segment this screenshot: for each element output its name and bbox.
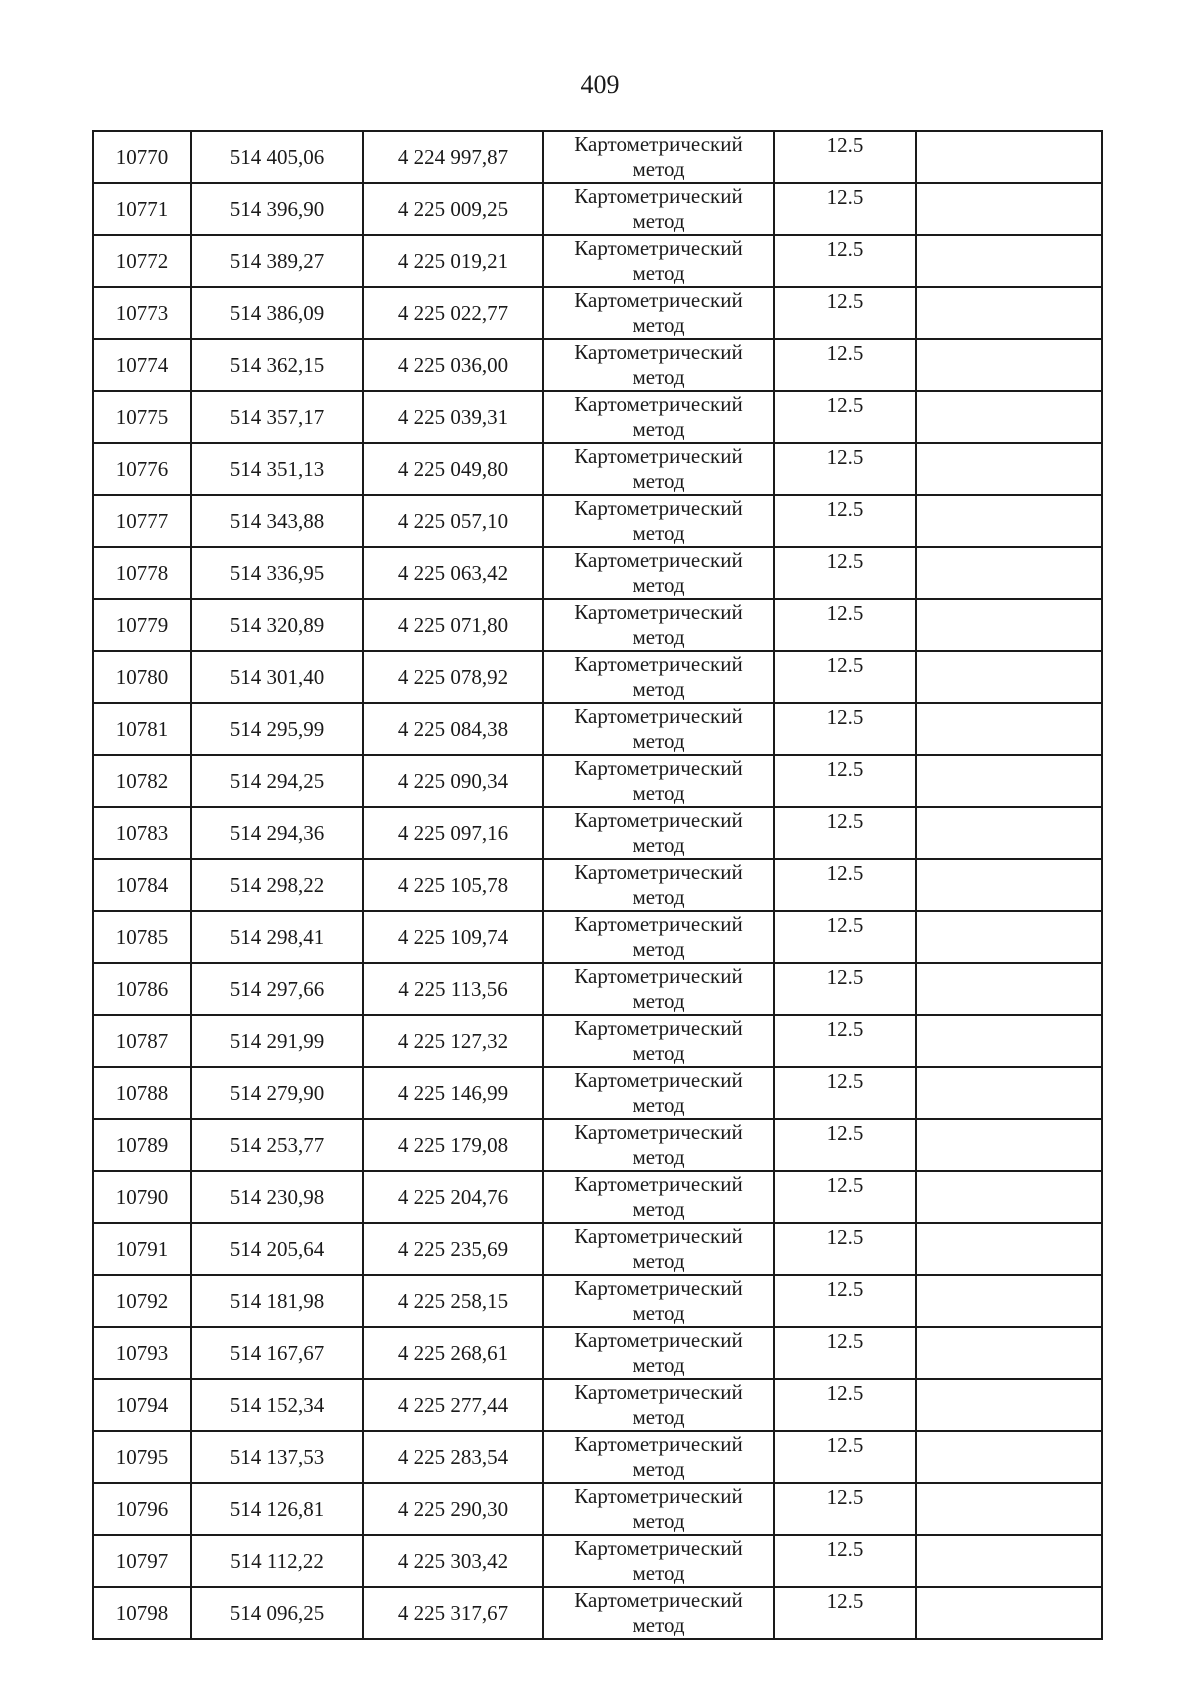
- point-number-cell: 10777: [93, 495, 191, 547]
- x-coordinate-cell: 514 253,77: [191, 1119, 363, 1171]
- method-line-1: Картометрический: [574, 1172, 743, 1196]
- accuracy-cell: 12.5: [774, 703, 916, 755]
- point-number-cell: 10793: [93, 1327, 191, 1379]
- x-coordinate-cell: 514 137,53: [191, 1431, 363, 1483]
- method-line-1: Картометрический: [574, 912, 743, 936]
- method-line-1: Картометрический: [574, 1224, 743, 1248]
- point-number-cell: 10771: [93, 183, 191, 235]
- method-cell: [543, 755, 774, 807]
- note-cell: [916, 1379, 1102, 1431]
- note-cell: [916, 287, 1102, 339]
- table-row: [93, 755, 1102, 807]
- x-coordinate-cell: 514 096,25: [191, 1587, 363, 1639]
- method-cell: [543, 495, 774, 547]
- table-row: [93, 1431, 1102, 1483]
- method-cell: [543, 1171, 774, 1223]
- point-number-cell: 10783: [93, 807, 191, 859]
- accuracy-cell: 12.5: [774, 547, 916, 599]
- method-line-2: метод: [632, 1197, 685, 1221]
- point-number-cell: 10776: [93, 443, 191, 495]
- method-cell: [543, 131, 774, 183]
- point-number-cell: 10796: [93, 1483, 191, 1535]
- note-cell: [916, 547, 1102, 599]
- point-number-cell: 10780: [93, 651, 191, 703]
- accuracy-cell: 12.5: [774, 1535, 916, 1587]
- method-cell: [543, 1119, 774, 1171]
- y-coordinate-cell: 4 225 009,25: [363, 183, 543, 235]
- accuracy-cell: 12.5: [774, 911, 916, 963]
- point-number-cell: 10774: [93, 339, 191, 391]
- accuracy-cell: 12.5: [774, 1483, 916, 1535]
- method-cell: [543, 1483, 774, 1535]
- method-line-1: Картометрический: [574, 1432, 743, 1456]
- accuracy-cell: 12.5: [774, 1119, 916, 1171]
- accuracy-cell: 12.5: [774, 1171, 916, 1223]
- y-coordinate-cell: 4 225 022,77: [363, 287, 543, 339]
- x-coordinate-cell: 514 205,64: [191, 1223, 363, 1275]
- point-number-cell: 10781: [93, 703, 191, 755]
- method-line-1: Картометрический: [574, 288, 743, 312]
- method-cell: [543, 859, 774, 911]
- x-coordinate-cell: 514 181,98: [191, 1275, 363, 1327]
- method-line-2: метод: [632, 313, 685, 337]
- point-number-cell: 10773: [93, 287, 191, 339]
- table-row: [93, 1119, 1102, 1171]
- method-line-1: Картометрический: [574, 1380, 743, 1404]
- y-coordinate-cell: 4 225 290,30: [363, 1483, 543, 1535]
- table-row: [93, 807, 1102, 859]
- method-line-2: метод: [632, 1457, 685, 1481]
- method-cell: [543, 1431, 774, 1483]
- method-cell: [543, 1015, 774, 1067]
- x-coordinate-cell: 514 291,99: [191, 1015, 363, 1067]
- x-coordinate-cell: 514 230,98: [191, 1171, 363, 1223]
- y-coordinate-cell: 4 225 303,42: [363, 1535, 543, 1587]
- y-coordinate-cell: 4 225 063,42: [363, 547, 543, 599]
- point-number-cell: 10779: [93, 599, 191, 651]
- accuracy-cell: 12.5: [774, 131, 916, 183]
- accuracy-cell: 12.5: [774, 235, 916, 287]
- table-row: [93, 911, 1102, 963]
- table-row: [93, 287, 1102, 339]
- method-line-2: метод: [632, 573, 685, 597]
- method-cell: [543, 651, 774, 703]
- method-line-1: Картометрический: [574, 1588, 743, 1612]
- accuracy-cell: 12.5: [774, 1587, 916, 1639]
- point-number-cell: 10778: [93, 547, 191, 599]
- note-cell: [916, 755, 1102, 807]
- note-cell: [916, 963, 1102, 1015]
- y-coordinate-cell: 4 225 113,56: [363, 963, 543, 1015]
- y-coordinate-cell: 4 225 204,76: [363, 1171, 543, 1223]
- method-line-2: метод: [632, 989, 685, 1013]
- x-coordinate-cell: 514 279,90: [191, 1067, 363, 1119]
- method-line-2: метод: [632, 885, 685, 909]
- accuracy-cell: 12.5: [774, 443, 916, 495]
- table-row: [93, 1327, 1102, 1379]
- accuracy-cell: 12.5: [774, 339, 916, 391]
- table-row: [93, 1171, 1102, 1223]
- table-row: [93, 131, 1102, 183]
- x-coordinate-cell: 514 351,13: [191, 443, 363, 495]
- x-coordinate-cell: 514 386,09: [191, 287, 363, 339]
- y-coordinate-cell: 4 225 036,00: [363, 339, 543, 391]
- method-cell: [543, 1379, 774, 1431]
- accuracy-cell: 12.5: [774, 1015, 916, 1067]
- note-cell: [916, 235, 1102, 287]
- x-coordinate-cell: 514 362,15: [191, 339, 363, 391]
- method-line-2: метод: [632, 209, 685, 233]
- x-coordinate-cell: 514 294,36: [191, 807, 363, 859]
- coordinates-table-body: [93, 131, 1102, 1639]
- point-number-cell: 10798: [93, 1587, 191, 1639]
- point-number-cell: 10787: [93, 1015, 191, 1067]
- note-cell: [916, 1535, 1102, 1587]
- method-cell: [543, 703, 774, 755]
- note-cell: [916, 1015, 1102, 1067]
- x-coordinate-cell: 514 294,25: [191, 755, 363, 807]
- method-line-2: метод: [632, 1405, 685, 1429]
- method-line-2: метод: [632, 1249, 685, 1273]
- y-coordinate-cell: 4 225 105,78: [363, 859, 543, 911]
- x-coordinate-cell: 514 336,95: [191, 547, 363, 599]
- method-line-1: Картометрический: [574, 652, 743, 676]
- y-coordinate-cell: 4 225 258,15: [363, 1275, 543, 1327]
- point-number-cell: 10792: [93, 1275, 191, 1327]
- page-number: 409: [580, 70, 620, 99]
- method-line-1: Картометрический: [574, 1120, 743, 1144]
- method-cell: [543, 963, 774, 1015]
- method-line-1: Картометрический: [574, 1016, 743, 1040]
- note-cell: [916, 1431, 1102, 1483]
- note-cell: [916, 1587, 1102, 1639]
- method-cell: [543, 443, 774, 495]
- accuracy-cell: 12.5: [774, 963, 916, 1015]
- method-line-2: метод: [632, 1301, 685, 1325]
- method-line-2: метод: [632, 1093, 685, 1117]
- x-coordinate-cell: 514 405,06: [191, 131, 363, 183]
- accuracy-cell: 12.5: [774, 807, 916, 859]
- y-coordinate-cell: 4 225 039,31: [363, 391, 543, 443]
- method-line-1: Картометрический: [574, 860, 743, 884]
- y-coordinate-cell: 4 225 109,74: [363, 911, 543, 963]
- note-cell: [916, 339, 1102, 391]
- y-coordinate-cell: 4 225 084,38: [363, 703, 543, 755]
- table-row: [93, 599, 1102, 651]
- method-line-1: Картометрический: [574, 1068, 743, 1092]
- table-row: [93, 183, 1102, 235]
- method-line-2: метод: [632, 1613, 685, 1637]
- method-cell: [543, 911, 774, 963]
- table-row: [93, 443, 1102, 495]
- method-line-2: метод: [632, 1509, 685, 1533]
- x-coordinate-cell: 514 167,67: [191, 1327, 363, 1379]
- note-cell: [916, 1171, 1102, 1223]
- point-number-cell: 10772: [93, 235, 191, 287]
- note-cell: [916, 1067, 1102, 1119]
- method-line-1: Картометрический: [574, 704, 743, 728]
- note-cell: [916, 911, 1102, 963]
- method-line-1: Картометрический: [574, 340, 743, 364]
- method-line-2: метод: [632, 157, 685, 181]
- point-number-cell: 10788: [93, 1067, 191, 1119]
- y-coordinate-cell: 4 225 268,61: [363, 1327, 543, 1379]
- x-coordinate-cell: 514 396,90: [191, 183, 363, 235]
- note-cell: [916, 703, 1102, 755]
- y-coordinate-cell: 4 225 097,16: [363, 807, 543, 859]
- point-number-cell: 10775: [93, 391, 191, 443]
- y-coordinate-cell: 4 225 146,99: [363, 1067, 543, 1119]
- method-cell: [543, 1535, 774, 1587]
- method-cell: [543, 1587, 774, 1639]
- table-row: [93, 1015, 1102, 1067]
- table-row: [93, 703, 1102, 755]
- method-line-2: метод: [632, 1353, 685, 1377]
- method-line-2: метод: [632, 677, 685, 701]
- x-coordinate-cell: 514 343,88: [191, 495, 363, 547]
- table-row: [93, 391, 1102, 443]
- method-line-1: Картометрический: [574, 1484, 743, 1508]
- x-coordinate-cell: 514 357,17: [191, 391, 363, 443]
- x-coordinate-cell: 514 389,27: [191, 235, 363, 287]
- note-cell: [916, 443, 1102, 495]
- method-line-1: Картометрический: [574, 184, 743, 208]
- method-line-1: Картометрический: [574, 1536, 743, 1560]
- table-row: [93, 235, 1102, 287]
- method-line-2: метод: [632, 521, 685, 545]
- accuracy-cell: 12.5: [774, 1431, 916, 1483]
- method-line-1: Картометрический: [574, 600, 743, 624]
- y-coordinate-cell: 4 225 090,34: [363, 755, 543, 807]
- point-number-cell: 10791: [93, 1223, 191, 1275]
- method-line-1: Картометрический: [574, 236, 743, 260]
- table-row: [93, 963, 1102, 1015]
- y-coordinate-cell: 4 225 071,80: [363, 599, 543, 651]
- table-row: [93, 495, 1102, 547]
- table-row: [93, 1483, 1102, 1535]
- accuracy-cell: 12.5: [774, 495, 916, 547]
- y-coordinate-cell: 4 225 019,21: [363, 235, 543, 287]
- y-coordinate-cell: 4 225 078,92: [363, 651, 543, 703]
- table-row: [93, 339, 1102, 391]
- note-cell: [916, 495, 1102, 547]
- method-line-2: метод: [632, 469, 685, 493]
- method-cell: [543, 391, 774, 443]
- note-cell: [916, 1275, 1102, 1327]
- accuracy-cell: 12.5: [774, 1223, 916, 1275]
- method-line-1: Картометрический: [574, 444, 743, 468]
- note-cell: [916, 1327, 1102, 1379]
- point-number-cell: 10770: [93, 131, 191, 183]
- table-row: [93, 547, 1102, 599]
- point-number-cell: 10789: [93, 1119, 191, 1171]
- accuracy-cell: 12.5: [774, 1275, 916, 1327]
- x-coordinate-cell: 514 301,40: [191, 651, 363, 703]
- coordinates-table: [92, 130, 1103, 1640]
- table-row: [93, 1379, 1102, 1431]
- x-coordinate-cell: 514 126,81: [191, 1483, 363, 1535]
- method-line-2: метод: [632, 261, 685, 285]
- method-line-2: метод: [632, 1041, 685, 1065]
- x-coordinate-cell: 514 298,22: [191, 859, 363, 911]
- x-coordinate-cell: 514 298,41: [191, 911, 363, 963]
- method-cell: [543, 1275, 774, 1327]
- accuracy-cell: 12.5: [774, 1067, 916, 1119]
- method-line-1: Картометрический: [574, 1328, 743, 1352]
- note-cell: [916, 1483, 1102, 1535]
- point-number-cell: 10794: [93, 1379, 191, 1431]
- method-line-1: Картометрический: [574, 964, 743, 988]
- method-line-1: Картометрический: [574, 392, 743, 416]
- accuracy-cell: 12.5: [774, 183, 916, 235]
- accuracy-cell: 12.5: [774, 1379, 916, 1431]
- accuracy-cell: 12.5: [774, 287, 916, 339]
- y-coordinate-cell: 4 225 317,67: [363, 1587, 543, 1639]
- method-cell: [543, 339, 774, 391]
- method-cell: [543, 1327, 774, 1379]
- point-number-cell: 10797: [93, 1535, 191, 1587]
- note-cell: [916, 131, 1102, 183]
- method-cell: [543, 183, 774, 235]
- table-row: [93, 859, 1102, 911]
- method-line-2: метод: [632, 833, 685, 857]
- accuracy-cell: 12.5: [774, 755, 916, 807]
- y-coordinate-cell: 4 225 235,69: [363, 1223, 543, 1275]
- method-line-2: метод: [632, 1145, 685, 1169]
- method-cell: [543, 599, 774, 651]
- table-row: [93, 1587, 1102, 1639]
- method-line-1: Картометрический: [574, 808, 743, 832]
- point-number-cell: 10795: [93, 1431, 191, 1483]
- point-number-cell: 10790: [93, 1171, 191, 1223]
- note-cell: [916, 183, 1102, 235]
- x-coordinate-cell: 514 297,66: [191, 963, 363, 1015]
- note-cell: [916, 651, 1102, 703]
- accuracy-cell: 12.5: [774, 391, 916, 443]
- note-cell: [916, 807, 1102, 859]
- method-line-2: метод: [632, 365, 685, 389]
- x-coordinate-cell: 514 320,89: [191, 599, 363, 651]
- method-line-2: метод: [632, 937, 685, 961]
- point-number-cell: 10782: [93, 755, 191, 807]
- point-number-cell: 10785: [93, 911, 191, 963]
- method-cell: [543, 1067, 774, 1119]
- point-number-cell: 10786: [93, 963, 191, 1015]
- method-line-1: Картометрический: [574, 756, 743, 780]
- y-coordinate-cell: 4 225 127,32: [363, 1015, 543, 1067]
- method-line-2: метод: [632, 417, 685, 441]
- y-coordinate-cell: 4 225 283,54: [363, 1431, 543, 1483]
- method-cell: [543, 1223, 774, 1275]
- y-coordinate-cell: 4 225 057,10: [363, 495, 543, 547]
- accuracy-cell: 12.5: [774, 651, 916, 703]
- note-cell: [916, 859, 1102, 911]
- note-cell: [916, 1119, 1102, 1171]
- point-number-cell: 10784: [93, 859, 191, 911]
- method-line-1: Картометрический: [574, 496, 743, 520]
- method-line-1: Картометрический: [574, 548, 743, 572]
- x-coordinate-cell: 514 295,99: [191, 703, 363, 755]
- table-row: [93, 1223, 1102, 1275]
- method-line-1: Картометрический: [574, 1276, 743, 1300]
- note-cell: [916, 599, 1102, 651]
- y-coordinate-cell: 4 225 049,80: [363, 443, 543, 495]
- note-cell: [916, 391, 1102, 443]
- accuracy-cell: 12.5: [774, 1327, 916, 1379]
- method-line-1: Картометрический: [574, 132, 743, 156]
- y-coordinate-cell: 4 225 179,08: [363, 1119, 543, 1171]
- table-row: [93, 651, 1102, 703]
- method-cell: [543, 807, 774, 859]
- method-line-2: метод: [632, 1561, 685, 1585]
- y-coordinate-cell: 4 224 997,87: [363, 131, 543, 183]
- x-coordinate-cell: 514 112,22: [191, 1535, 363, 1587]
- table-row: [93, 1535, 1102, 1587]
- y-coordinate-cell: 4 225 277,44: [363, 1379, 543, 1431]
- method-line-2: метод: [632, 781, 685, 805]
- x-coordinate-cell: 514 152,34: [191, 1379, 363, 1431]
- accuracy-cell: 12.5: [774, 599, 916, 651]
- method-cell: [543, 547, 774, 599]
- method-cell: [543, 235, 774, 287]
- table-row: [93, 1275, 1102, 1327]
- method-line-2: метод: [632, 625, 685, 649]
- method-cell: [543, 287, 774, 339]
- method-line-2: метод: [632, 729, 685, 753]
- note-cell: [916, 1223, 1102, 1275]
- table-row: [93, 1067, 1102, 1119]
- accuracy-cell: 12.5: [774, 859, 916, 911]
